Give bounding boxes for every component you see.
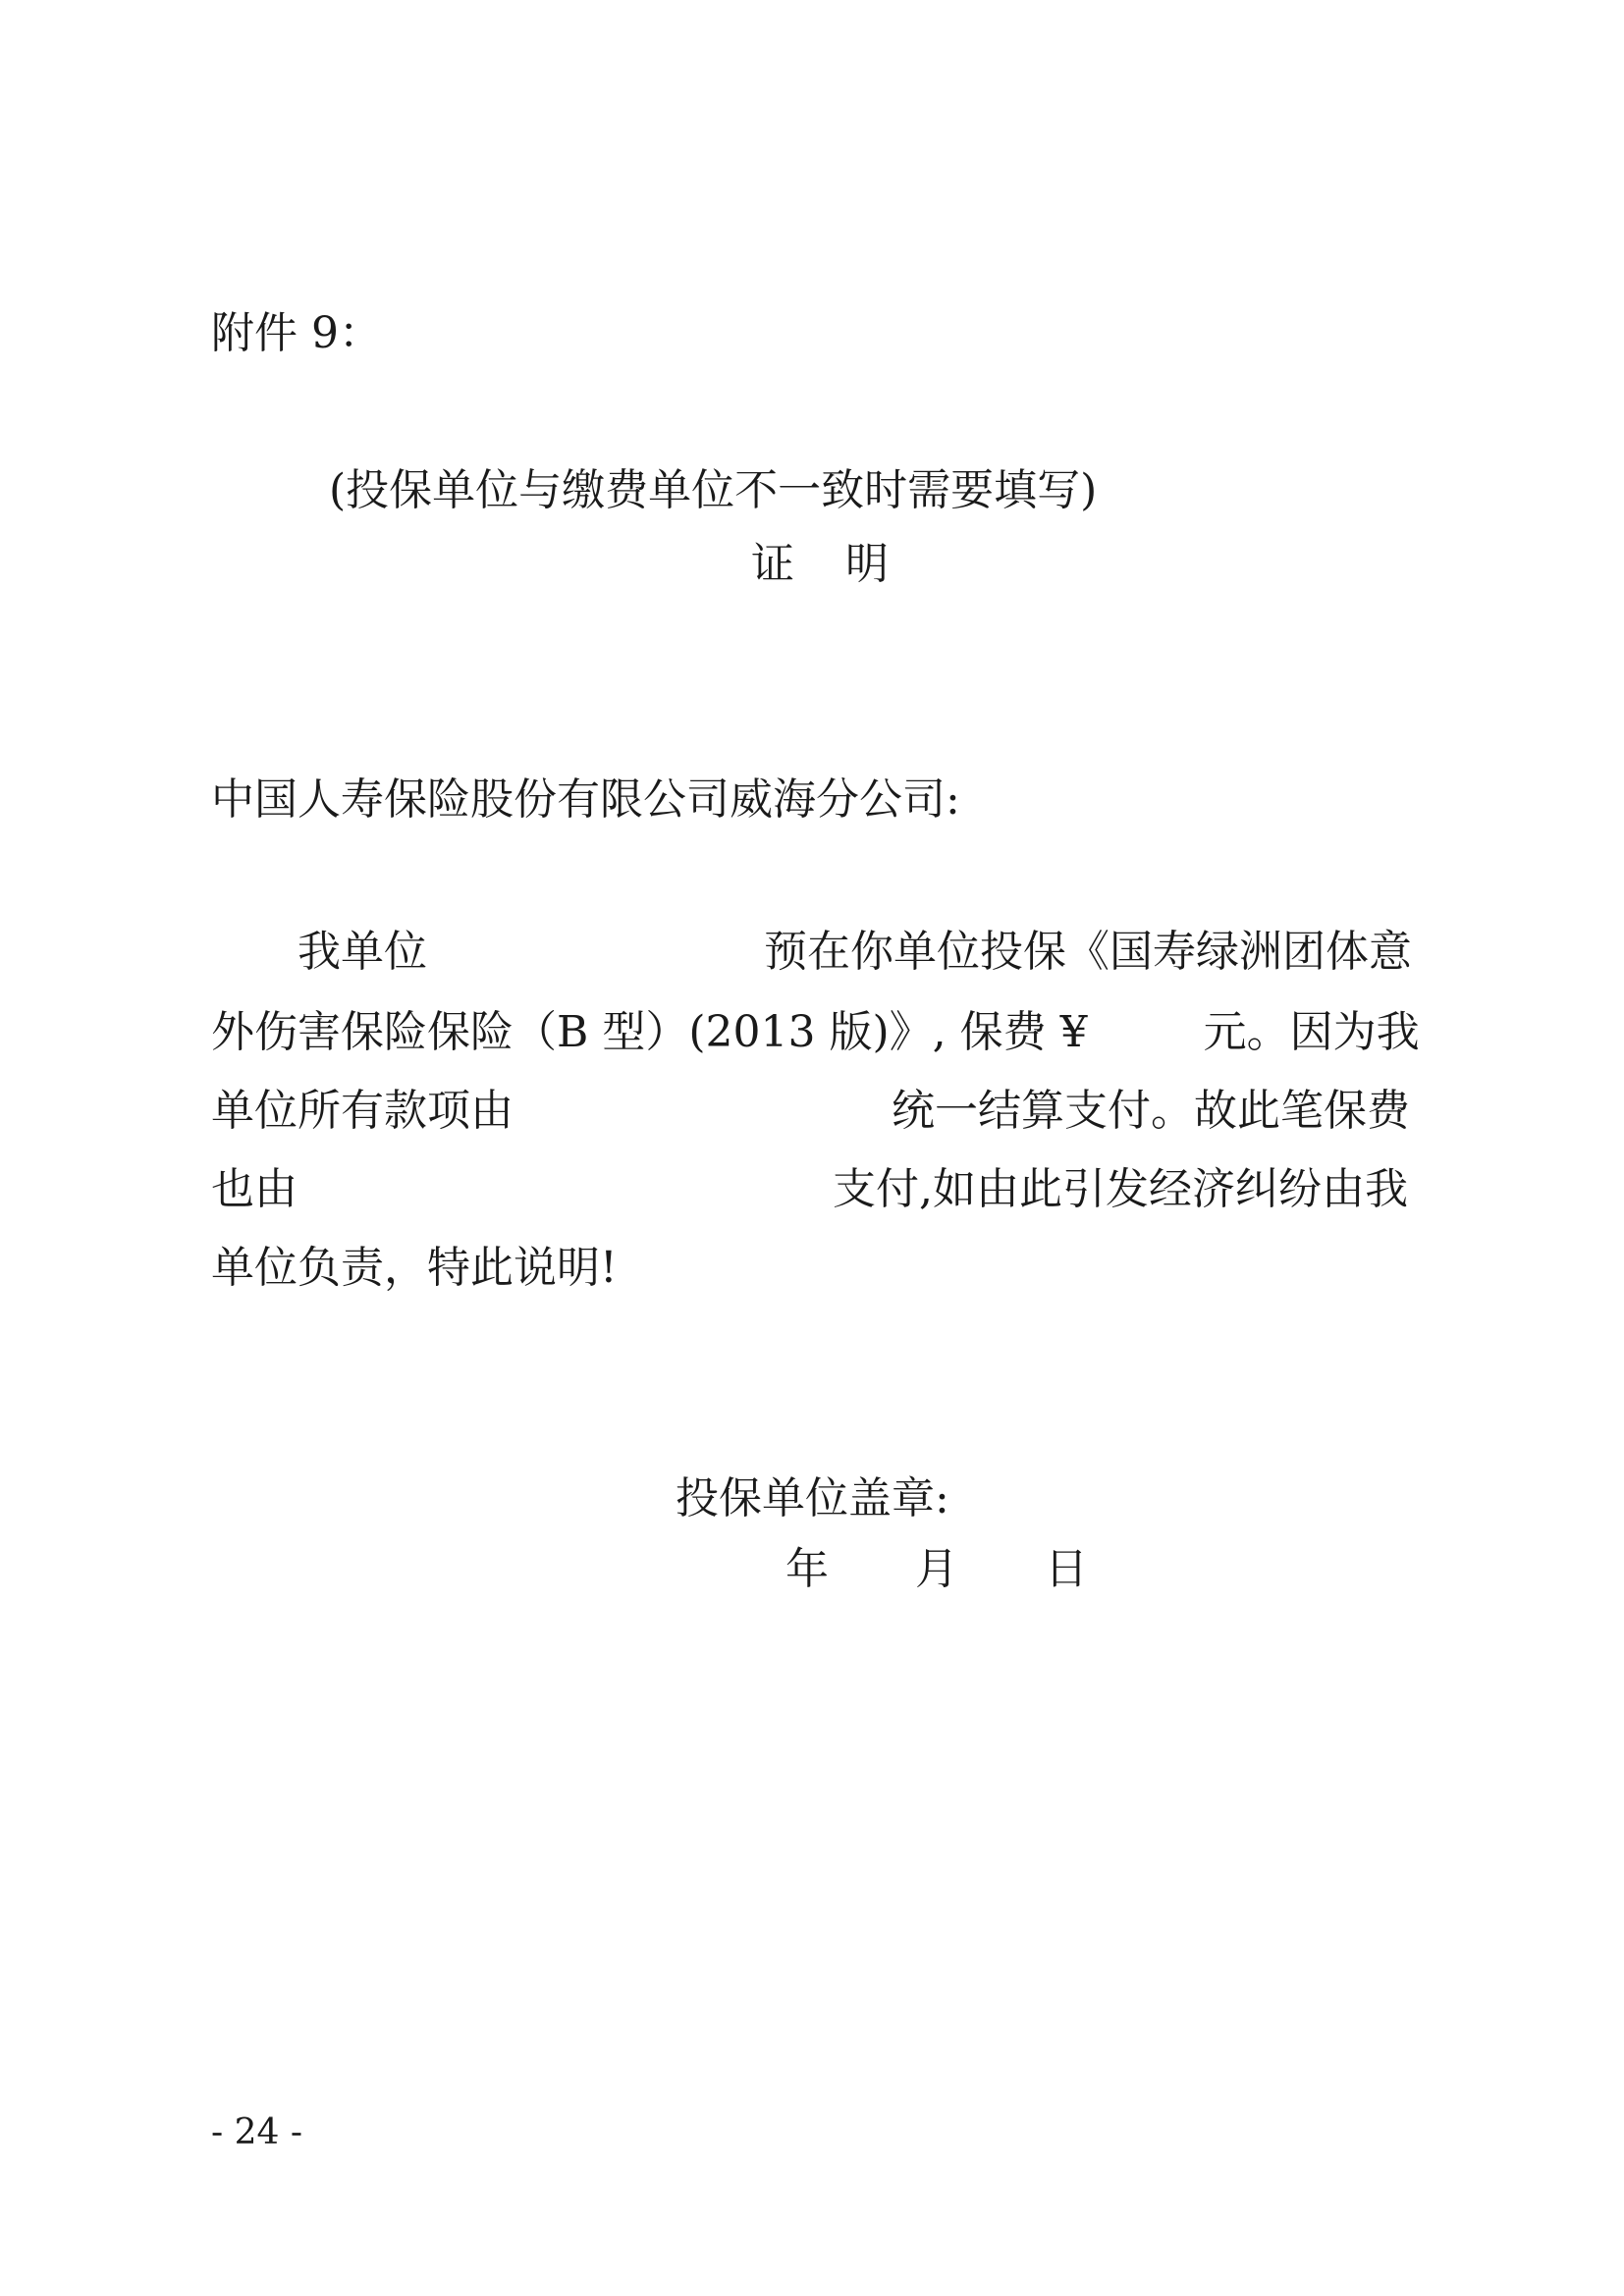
- seal-label: 投保单位盖章:: [676, 1473, 949, 1523]
- paragraph-line-2: [211, 1007, 1420, 1057]
- date-line: [785, 1544, 1088, 1594]
- line2-start: 外伤害保险保险（B 型）(2013 版)》, 保费 ¥: [211, 1007, 1088, 1057]
- fill-condition-note: (投保单位与缴费单位不一致时需要填写): [329, 465, 1098, 515]
- line2-end: 元。因为我: [1203, 1007, 1420, 1057]
- line4-end: 支付,如由此引发经济纠纷由我: [833, 1164, 1408, 1214]
- line4-start: 也由: [211, 1164, 298, 1214]
- paragraph-line-1: [211, 927, 1414, 977]
- date-day: 日: [1045, 1544, 1088, 1594]
- date-year: 年: [785, 1544, 829, 1594]
- paragraph-line-4: [211, 1164, 1414, 1214]
- document-title: 证 明: [751, 539, 893, 589]
- page-number: - 24 -: [211, 2112, 303, 2153]
- line1-start: 我单位: [298, 927, 427, 977]
- attachment-label: 附件 9：: [211, 308, 382, 358]
- date-month: 月: [915, 1544, 958, 1594]
- paragraph-line-5: 单位负责，特此说明!: [211, 1243, 618, 1293]
- line3-start: 单位所有款项由: [211, 1086, 514, 1136]
- paragraph-line-3: [211, 1086, 1414, 1136]
- addressee: 中国人寿保险股份有限公司威海分公司:: [211, 774, 960, 825]
- line1-end: 预在你单位投保《国寿绿洲团体意: [764, 927, 1412, 977]
- line3-end: 统一结算支付。故此笔保费: [892, 1086, 1410, 1136]
